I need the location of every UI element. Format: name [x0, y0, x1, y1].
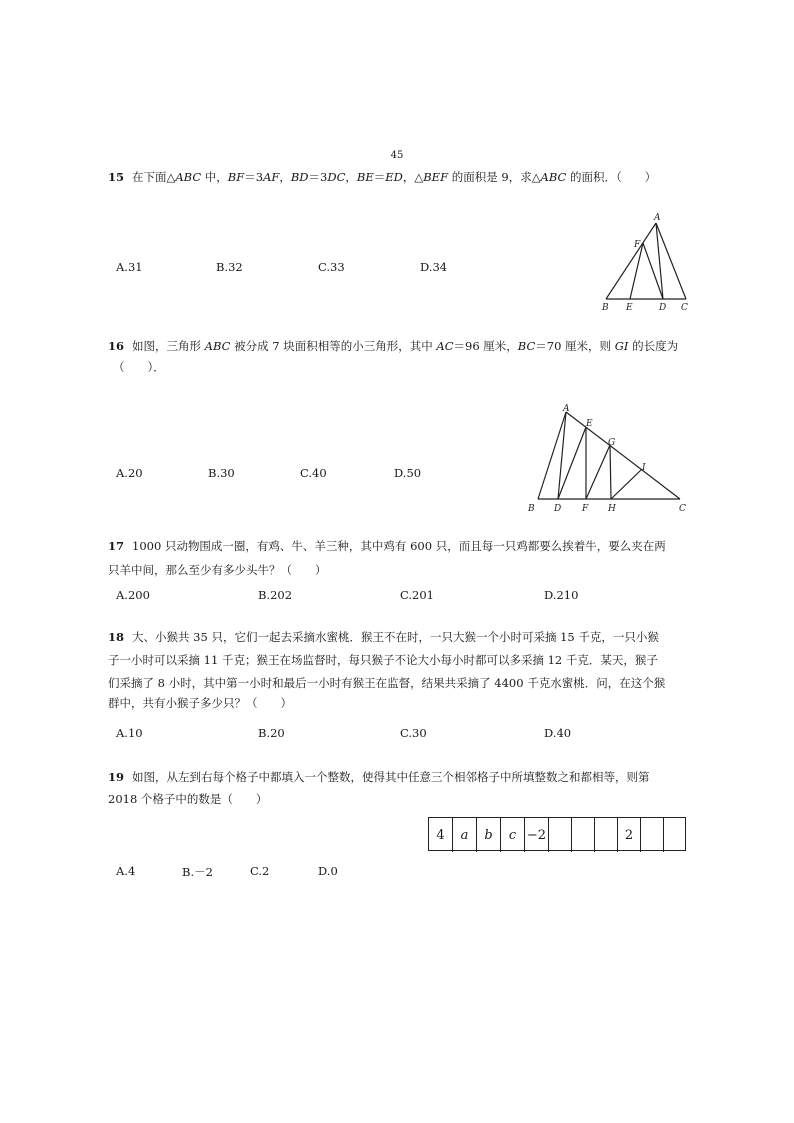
text-segment: ，: [279, 170, 291, 184]
option-c: C.40: [300, 466, 327, 480]
math-variable: BD: [290, 170, 309, 184]
triangle-figure-15: [598, 210, 698, 315]
question-number: 19: [108, 770, 125, 784]
math-variable: BF: [227, 170, 245, 184]
option-a: A.20: [116, 466, 143, 480]
grid-cell: 4: [429, 818, 453, 852]
option-a: A.10: [116, 726, 143, 740]
text-segment: ，: [345, 170, 357, 184]
question-number: 16: [108, 339, 125, 353]
text-segment: 的面积是 9，求△: [448, 170, 541, 184]
math-variable: ABC: [540, 170, 567, 184]
label-h: H: [608, 504, 616, 514]
question-number: 18: [108, 630, 125, 644]
math-variable: DC: [327, 170, 346, 184]
text-segment: ，△: [402, 170, 424, 184]
option-c: C.2: [250, 864, 270, 878]
grid-cell: [664, 818, 685, 852]
grid-cell: [595, 818, 618, 852]
question-19-line1: 如图，从左到右每个格子中都填入一个整数，使得其中任意三个相邻格子中所填整数之和都相等，则第: [132, 770, 650, 784]
question-19: [108, 766, 650, 789]
math-variable: ABC: [175, 170, 202, 184]
math-variable: BEF: [423, 170, 449, 184]
label-c: C: [679, 504, 686, 514]
question-18-line3: 们采摘了 8 小时，其中第一小时和最后一小时有猴王在监督，结果共采摘了 4400 千克水蜜桃．问，在这个猴: [108, 676, 666, 690]
label-e: E: [626, 303, 633, 313]
question-15: [108, 166, 656, 189]
option-a: A.200: [116, 588, 150, 602]
text-segment: ＝3: [308, 170, 328, 184]
text-segment: 被分成 7 块面积相等的小三角形，其中: [230, 339, 437, 353]
question-16-line2: （ ）．: [113, 360, 165, 374]
question-17-line1: 1000 只动物围成一圈，有鸡、牛、羊三种，其中鸡有 600 只，而且每一只鸡都要么挨着牛，要么夹在两: [132, 539, 666, 553]
label-f: F: [634, 240, 641, 250]
math-variable: BE: [356, 170, 374, 184]
text-segment: ＝96 厘米，: [453, 339, 518, 353]
option-b: B.32: [216, 260, 243, 274]
question-18: [108, 626, 659, 649]
question-17: [108, 535, 666, 558]
question-18-line4: 群中，共有小猴子多少只？（ ）: [108, 696, 292, 710]
math-variable: AC: [436, 339, 454, 353]
math-variable: GI: [614, 339, 629, 353]
option-b: B.－2: [182, 865, 213, 879]
math-variable: AF: [263, 170, 280, 184]
option-b: B.20: [258, 726, 285, 740]
page-number: 45: [390, 150, 404, 161]
question-number: 15: [108, 170, 125, 184]
option-d: D.210: [544, 588, 579, 602]
text-segment: ＝3: [244, 170, 264, 184]
question-number: 17: [108, 539, 125, 553]
question-16: [108, 335, 678, 358]
math-variable: BC: [517, 339, 536, 353]
grid-cell: b: [477, 818, 501, 852]
grid-cell: [641, 818, 664, 852]
text-segment: 的面积．（ ）: [566, 170, 657, 184]
text-segment: ＝70 厘米，则: [535, 339, 615, 353]
grid-cell: [549, 818, 572, 852]
text-segment: 在下面△: [132, 170, 176, 184]
question-16-text: [132, 339, 678, 353]
label-d: D: [659, 303, 667, 313]
label-b: B: [528, 504, 535, 514]
option-c: C.30: [400, 726, 427, 740]
label-d: D: [554, 504, 562, 514]
option-c: C.201: [400, 588, 434, 602]
question-15-text: [132, 170, 656, 184]
text-segment: ＝: [373, 170, 386, 184]
option-b: B.202: [258, 588, 293, 602]
question-18-line1: 大、小猴共 35 只，它们一起去采摘水蜜桃．猴王不在时，一只大猴一个小时可采摘 15 千克，一只小猴: [132, 630, 659, 644]
question-19-line2: 2018 个格子中的数是（ ）: [108, 792, 268, 806]
label-c: C: [681, 303, 688, 313]
math-variable: ED: [385, 170, 403, 184]
question-18-line2: 子一小时可以采摘 11 千克；猴王在场监督时，每只猴子不论大小每小时都可以多采摘 12 千克．某天，猴子: [108, 653, 658, 667]
label-b: B: [602, 303, 609, 313]
triangle-figure-16: [522, 400, 692, 518]
text-segment: 如图，三角形: [132, 339, 205, 353]
option-a: A.4: [116, 864, 136, 878]
grid-cell: a: [453, 818, 477, 852]
option-d: D.0: [318, 864, 338, 878]
option-d: D.50: [394, 466, 422, 480]
text-segment: 的长度为: [628, 339, 679, 353]
grid-cell: c: [501, 818, 525, 852]
option-b: B.30: [208, 466, 235, 480]
label-a: A: [654, 213, 661, 223]
text-segment: 中，: [201, 170, 228, 184]
option-a: A.31: [116, 260, 143, 274]
grid-cell: −2: [525, 818, 549, 852]
label-g: G: [608, 438, 616, 448]
number-grid: [428, 817, 686, 851]
label-i: I: [642, 463, 646, 473]
option-c: C.33: [318, 260, 345, 274]
label-f: F: [582, 504, 589, 514]
label-a: A: [563, 404, 570, 414]
math-variable: ABC: [204, 339, 231, 353]
label-e: E: [586, 419, 593, 429]
question-17-line2: 只羊中间，那么至少有多少头牛？（ ）: [108, 563, 327, 577]
option-d: D.40: [544, 726, 572, 740]
option-d: D.34: [420, 260, 448, 274]
grid-cell: [572, 818, 595, 852]
grid-cell: 2: [618, 818, 641, 852]
